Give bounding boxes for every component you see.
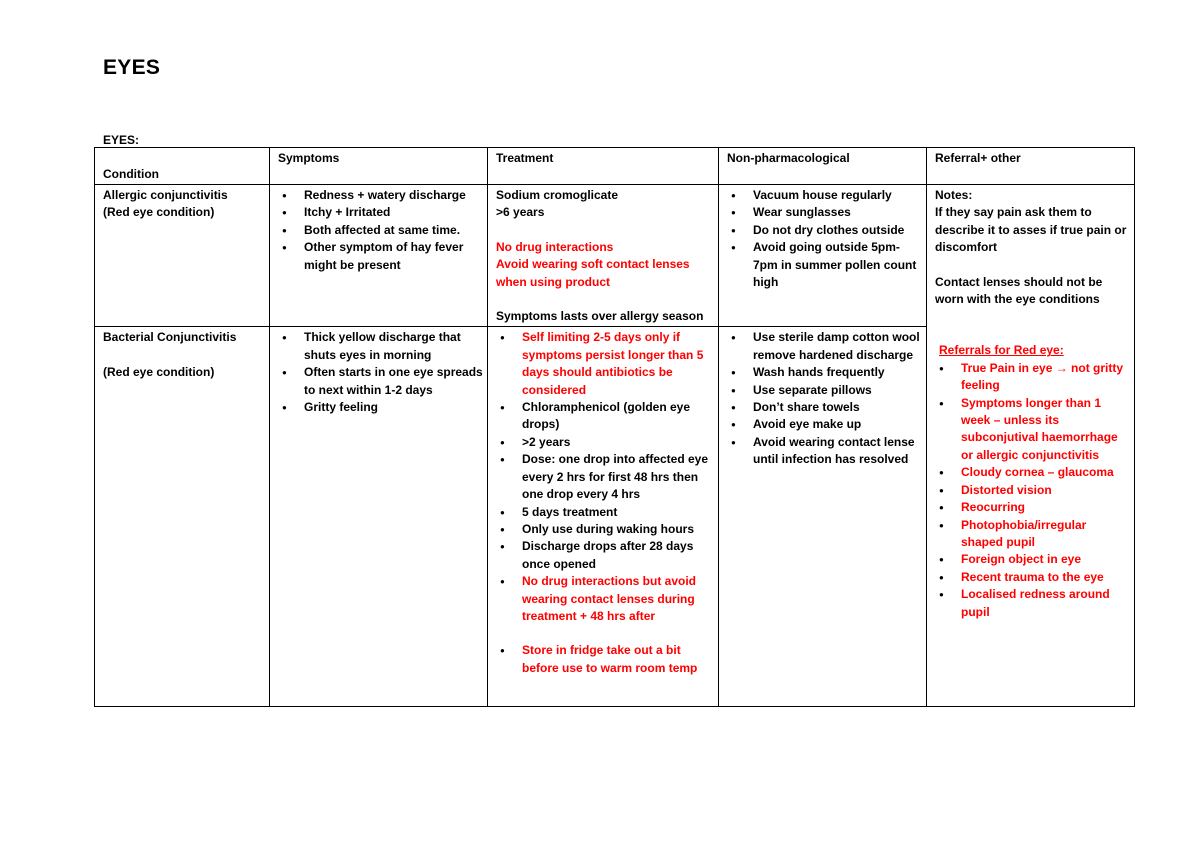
referral-cell (927, 185, 1135, 707)
non-pharm-cell (719, 327, 927, 707)
condition-cell (95, 185, 270, 327)
condition-cell (95, 327, 270, 707)
header-treatment: Treatment (488, 148, 719, 185)
treatment-cell (488, 327, 719, 707)
header-symptoms: Symptoms (270, 148, 488, 185)
list-item: ● Distorted vision (961, 482, 1130, 499)
list-item: ● Reocurring (961, 499, 1130, 516)
list-item: ● Avoid going outside 5pm-7pm in summer pollen count high (753, 239, 922, 291)
treatment-age: >6 years (496, 205, 545, 220)
list-item: ● Cloudy cornea – glaucoma (961, 464, 1130, 481)
list-item: ● Localised redness around pupil (961, 586, 1130, 621)
list-item: ● Foreign object in eye (961, 551, 1130, 568)
list-item: ● Store in fridge take out a bit before use to warm room temp (522, 642, 714, 677)
header-row (95, 148, 1135, 185)
list-item: ● Vacuum house regularly (753, 187, 922, 204)
header-condition: Condition (95, 148, 270, 185)
treatment-warning: Avoid wearing soft contact lenses when using product (496, 257, 690, 289)
symptoms-cell (270, 185, 488, 327)
header-referral: Referral+ other (927, 148, 1135, 185)
list-item: ● Thick yellow discharge that shuts eyes in morning (304, 329, 483, 364)
list-item: ● Avoid wearing contact lense until infection has resolved (753, 434, 922, 469)
list-item: ● Self limiting 2-5 days only if symptoms persist longer than 5 days should antibiotics be considered (522, 329, 714, 399)
non-pharm-cell (719, 185, 927, 327)
condition-type: (Red eye condition) (103, 205, 215, 220)
list-item: ● Recent trauma to the eye (961, 569, 1130, 586)
notes-label: Notes: (935, 188, 973, 202)
list-item: ● Dose: one drop into affected eye every 2 hrs for first 48 hrs then one drop every 4 hrs (522, 451, 714, 503)
referral-note: Contact lenses should not be worn with the eye conditions (935, 274, 1103, 307)
table-caption: EYES: (103, 133, 140, 147)
list-item: ● Both affected at same time. (304, 222, 483, 239)
red-eye-referral-heading: Referrals for Red eye: (939, 343, 1064, 358)
list-item: ● Often starts in one eye spreads to next within 1-2 days (304, 364, 483, 399)
list-item: ● Redness + watery discharge (304, 187, 483, 204)
treatment-cell (488, 185, 719, 327)
list-item: ● Only use during waking hours (522, 521, 714, 538)
list-item: ● Use sterile damp cotton wool remove hardened discharge (753, 329, 922, 364)
list-item: ● >2 years (522, 434, 714, 451)
list-item: ● No drug interactions but avoid wearing contact lenses during treatment + 48 hrs after (522, 573, 714, 625)
conditions-table (94, 147, 1135, 707)
list-item: ● True Pain in eye → not gritty feeling (961, 360, 1130, 395)
list-item: ● Use separate pillows (753, 382, 922, 399)
list-item: ● Chloramphenicol (golden eye drops) (522, 399, 714, 434)
list-item: ● Photophobia/irregular shaped pupil (961, 517, 1130, 552)
symptoms-cell (270, 327, 488, 707)
referral-note: If they say pain ask them to describe it to asses if true pain or discomfort (935, 205, 1127, 255)
table-row-allergic (95, 185, 1135, 327)
list-item: ● Wash hands frequently (753, 364, 922, 381)
list-item: ● Don’t share towels (753, 399, 922, 416)
treatment-warning: No drug interactions (496, 239, 614, 254)
treatment-drug: Sodium cromoglicate (496, 188, 619, 202)
list-item: ● 5 days treatment (522, 504, 714, 521)
list-item: ● Gritty feeling (304, 399, 483, 416)
list-item: ● Wear sunglasses (753, 204, 922, 221)
treatment-note: Symptoms lasts over allergy season (496, 309, 704, 324)
list-item: ● Symptoms longer than 1 week – unless its subconjutival haemorrhage or allergic conjunctivitis (961, 395, 1130, 465)
list-item: ● Avoid eye make up (753, 416, 922, 433)
header-non-pharmacological: Non-pharmacological (719, 148, 927, 185)
list-item: ● Other symptom of hay fever might be present (304, 239, 483, 274)
page-title: EYES (103, 56, 161, 79)
list-item: ● Itchy + Irritated (304, 204, 483, 221)
list-item: ● Do not dry clothes outside (753, 222, 922, 239)
list-item: ● Discharge drops after 28 days once opened (522, 538, 714, 573)
condition-type: (Red eye condition) (103, 364, 215, 379)
condition-name: Bacterial Conjunctivitis (103, 330, 237, 345)
condition-name: Allergic conjunctivitis (103, 188, 228, 202)
